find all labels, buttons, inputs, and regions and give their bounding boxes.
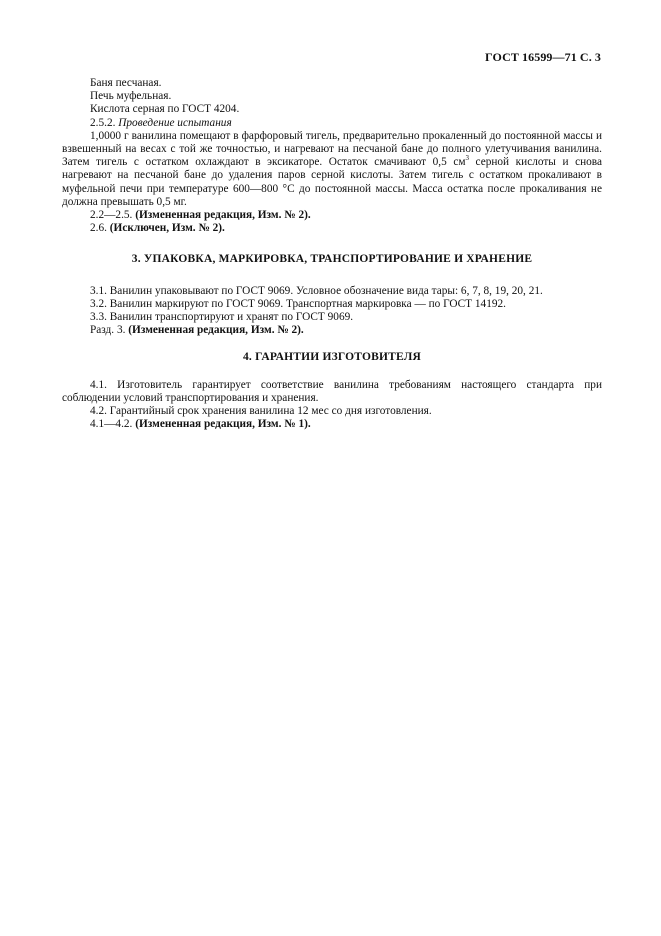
amendment-note-text: (Измененная редакция, Изм. № 1). (135, 418, 311, 431)
section-3-item-3: 3.3. Ванилин транспортируют и хранят по ГОСТ 9069. (90, 311, 354, 324)
section-4-amendment-note (62, 418, 602, 431)
clause-252-number: 2.5.2. (90, 116, 116, 129)
section-3-amendment-note (62, 324, 602, 337)
procedure-text: 1,0000 г ванилина помещают в фарфоровый тигель, предварительно прокаленный до постоянной массы и взвешенный на весах с той же точностью, и нагревают на песчаной бане до полного улетучивания ванилина. Затем тигель с остатком охлаждают в эксикаторе. Остаток смачивают 0,5 см (62, 129, 602, 169)
amendment-note-text: (Измененная редакция, Изм. № 2). (135, 209, 311, 222)
amendment-note-22-25 (62, 209, 602, 222)
procedure-paragraph (62, 130, 602, 209)
section-3-item-2: 3.2. Ванилин маркируют по ГОСТ 9069. Транспортная маркировка — по ГОСТ 14192. (90, 297, 506, 310)
amendment-note-number: 4.1—4.2. (90, 418, 133, 431)
procedure-superscript: 3 (465, 154, 469, 163)
section-3-item-1: 3.1. Ванилин упаковывают по ГОСТ 9069. Условное обозначение вида тары: 6, 7, 8, 19, 20, 21. (90, 284, 543, 297)
amendment-note-text: (Исключен, Изм. № 2). (109, 222, 225, 235)
equipment-item-sulfuric-acid: Кислота серная по ГОСТ 4204. (90, 103, 240, 116)
page-header: ГОСТ 16599—71 С. 3 (485, 50, 601, 64)
equipment-item-muffle-furnace: Печь муфельная. (90, 90, 172, 103)
amendment-note-number: 2.2—2.5. (90, 209, 133, 222)
section-4-item-2: 4.2. Гарантийный срок хранения ванилина 12 мес со дня изготовления. (90, 405, 432, 418)
document-body (62, 77, 602, 431)
amendment-note-number: 2.6. (90, 222, 107, 235)
amendment-note-text: (Измененная редакция, Изм. № 2). (128, 324, 304, 337)
clause-252-title: Проведение испытания (118, 116, 232, 129)
procedure-text-continued: серной кислоты и снова нагревают на песчаной бане до удаления паров серной кислоты. Затем тигель с остатком прокаливают в муфельной печи при температуре 600—800 °С до постоянной массы. Масса остатка после прокаливания не должна превышать 0,5 мг. (62, 156, 602, 208)
section-4-heading: 4. ГАРАНТИИ ИЗГОТОВИТЕЛЯ (242, 351, 422, 364)
section-3-heading: 3. УПАКОВКА, МАРКИРОВКА, ТРАНСПОРТИРОВАНИЕ И ХРАНЕНИЕ (131, 253, 533, 266)
amendment-note-26 (62, 222, 602, 235)
clause-252-heading (62, 117, 602, 130)
section-4-item-1: 4.1. Изготовитель гарантирует соответствие ванилина требованиям настоящего стандарта при соблюдении условий транспортирования и хранения. (62, 378, 602, 404)
equipment-item-sand-bath: Баня песчаная. (90, 77, 162, 89)
amendment-note-number: Разд. 3. (90, 324, 126, 337)
